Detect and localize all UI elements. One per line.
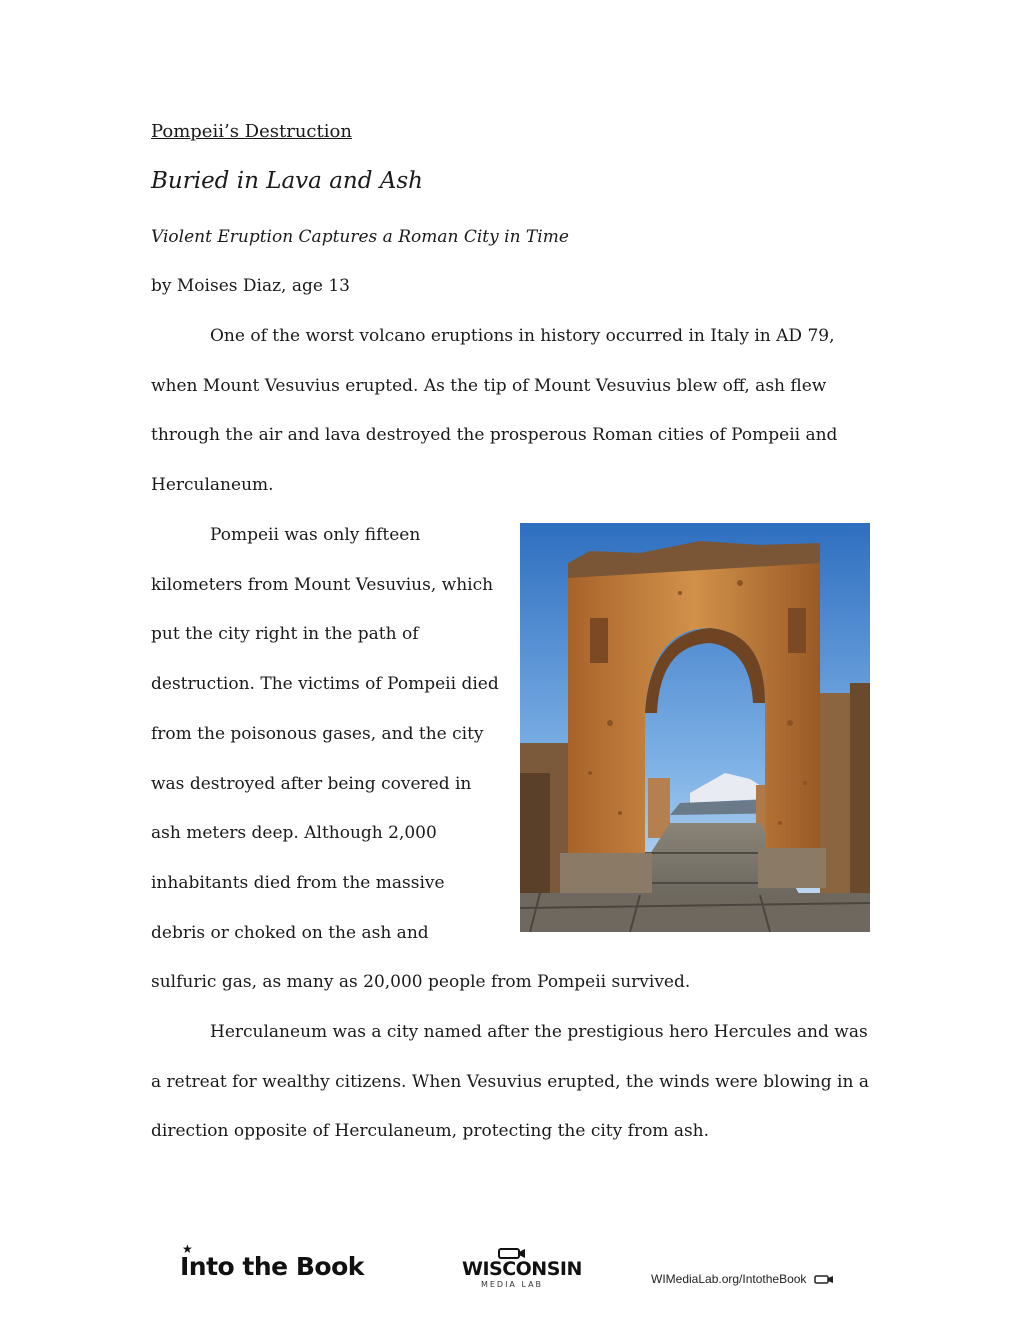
paragraph-2: Pompeii was only fifteen kilometers from Mount Vesuvius, which put the city right in the path of destruction. The victims of Pompeii died from the poisonous gases, and the city was destroyed after being covered in ash meters deep. Although 2,000 inhabitants died from the massive debris or choked on the ash and bbox=[151, 525, 499, 943]
article-subhead: Violent Eruption Captures a Roman City in Time bbox=[151, 227, 569, 247]
star-icon: ★ bbox=[182, 1242, 193, 1256]
paragraph-2-continued: sulfuric gas, as many as 20,000 people from Pompeii survived. bbox=[151, 972, 691, 992]
into-the-book-logo: ★ Into the Book bbox=[180, 1242, 364, 1281]
article-headline: Buried in Lava and Ash bbox=[151, 168, 423, 194]
wisconsin-media-lab-logo: WISCONSIN MEDIA LAB bbox=[462, 1246, 562, 1289]
article-byline: by Moises Diaz, age 13 bbox=[151, 276, 350, 296]
paragraph-3: Herculaneum was a city named after the prestigious hero Hercules and was a retreat for wealthy citizens. When Vesuvius erupted, the winds were blowing in a direction opposite of Herculaneum, protecting the city from ash. bbox=[151, 1022, 869, 1142]
footer-url: WIMediaLab.org/IntotheBook bbox=[651, 1272, 834, 1286]
camera-icon bbox=[498, 1246, 526, 1260]
camera-icon bbox=[814, 1274, 834, 1285]
section-kicker: Pompeii’s Destruction bbox=[151, 121, 352, 142]
pompeii-arch-photo bbox=[520, 523, 870, 932]
paragraph-1: One of the worst volcano eruptions in history occurred in Italy in AD 79, when Mount Vesuvius erupted. As the tip of Mount Vesuvius blew off, ash flew through the air and lava destroyed the prosperous Roman cities of Pompeii and Herculaneum. bbox=[151, 326, 838, 496]
